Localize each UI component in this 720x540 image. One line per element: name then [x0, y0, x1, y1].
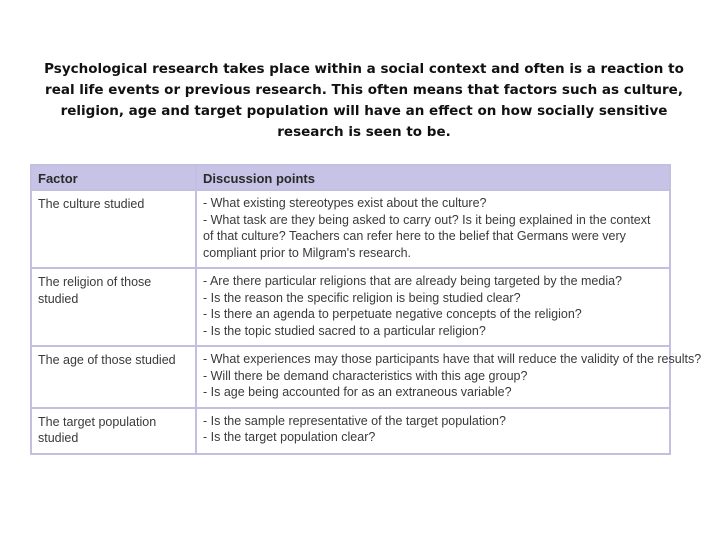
- discussion-point: - Is there an agenda to perpetuate negative concepts of the religion?: [203, 307, 582, 321]
- discussion-point: - Is the topic studied sacred to a particular religion?: [203, 323, 486, 338]
- discussion-point: - Are there particular religions that are already being targeted by the media?: [203, 274, 622, 288]
- table-row: [31, 346, 670, 408]
- discussion-point: - Is the sample representative of the target population?: [203, 413, 506, 428]
- table-row: [31, 268, 670, 346]
- discussion-cell: [196, 268, 670, 346]
- factor-cell: The age of those studied: [31, 346, 196, 408]
- discussion-point: - Is the reason the specific religion is being studied clear?: [203, 290, 521, 305]
- discussion-point: - What experiences may those participants have that will reduce the validity of the results?: [203, 352, 702, 366]
- discussion-cell: [196, 190, 670, 268]
- discussion-point: - Will there be demand characteristics with this age group?: [203, 368, 528, 383]
- discussion-cell: [196, 408, 670, 454]
- table-row: [31, 190, 670, 268]
- factors-table: [30, 164, 702, 455]
- table-header-row: [31, 165, 670, 190]
- factor-cell: The religion of those studied: [31, 268, 196, 346]
- discussion-cell: [196, 346, 702, 408]
- header-factor: Factor: [31, 165, 196, 190]
- factor-cell: The culture studied: [31, 190, 196, 268]
- table-row: [31, 408, 670, 454]
- factor-cell: The target population studied: [31, 408, 196, 454]
- discussion-point: - What existing stereotypes exist about the culture?: [203, 196, 487, 210]
- discussion-point: - What task are they being asked to carry out? Is it being explained in the context of that culture? Teachers can refer here to the belief that Germans were very compliant prior to Milgram's research.: [203, 212, 651, 260]
- header-discussion-points: Discussion points: [196, 165, 670, 190]
- discussion-point: - Is the target population clear?: [203, 430, 376, 444]
- intro-paragraph: Psychological research takes place within a social context and often is a reaction to real life events or previous research. This often means that factors such as culture, religion, age and target population will have an effect on how socially sensitive research is seen to be.: [44, 60, 684, 140]
- discussion-point: - Is age being accounted for as an extraneous variable?: [203, 385, 512, 399]
